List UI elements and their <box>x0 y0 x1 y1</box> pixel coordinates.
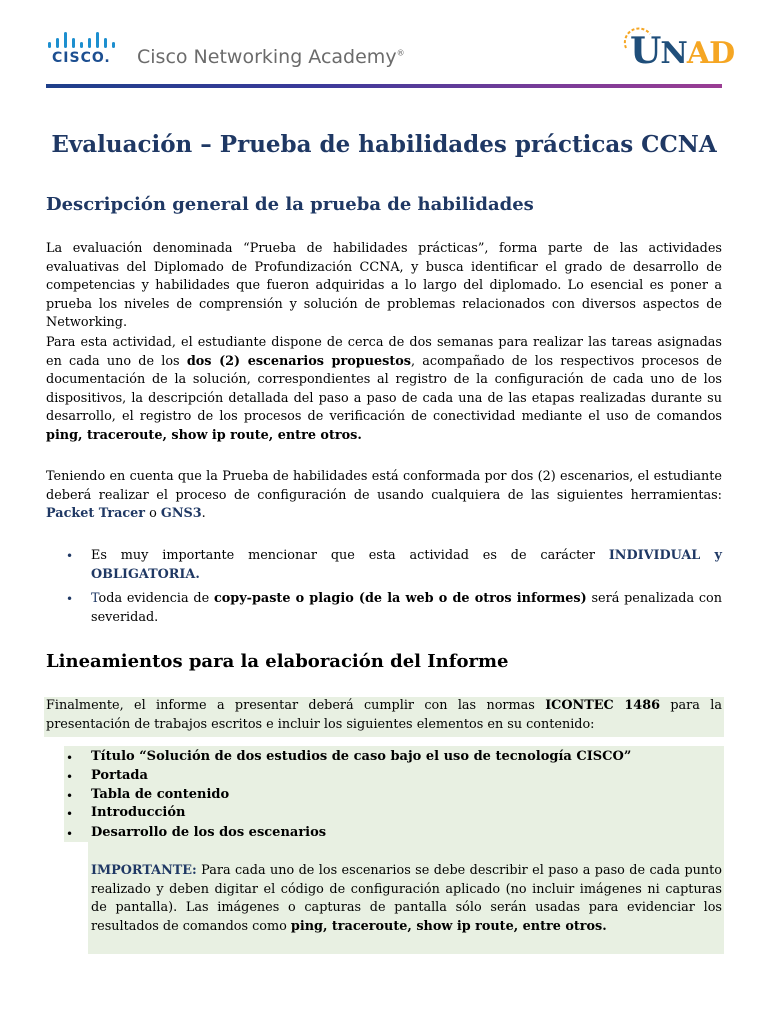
unad-logo: UNAD <box>630 30 735 72</box>
paragraph-activity: Para esta actividad, el estudiante dispone de cerca de dos semanas para realizar las tareas asignadas en cada uno de los dos (2) escenarios propuestos, acompañado de los respectivos procesos de documentación de la solución, correspondientes al registro de la configuración de cada uno de los dispositivos, la descripción detallada del paso a paso de cada una de las etapas realizadas durante su desarrollo, el registro de los procesos de verificación de conectividad mediante el uso de comandos ping, traceroute, show ip route, entre otros. <box>46 335 722 443</box>
section-heading-overview: Descripción general de la prueba de habilidades <box>46 194 534 215</box>
list-item: Desarrollo de los dos escenarios <box>91 825 327 840</box>
list-item: Tabla de contenido <box>91 787 230 802</box>
important-note: IMPORTANTE: Para cada uno de los escenarios se debe describir el paso a paso de cada punto realizado y deben digitar el código de configuración aplicado (no incluir imágenes ni capturas de pantalla). Las imágenes o capturas de pantalla sólo serán usadas para evidenciar los resultados de comandos como ping, traceroute, show ip route, entre otros. <box>91 863 722 934</box>
list-bullet: • <box>66 807 74 821</box>
bullet-individual: Es muy importante mencionar que esta actividad es de carácter INDIVIDUAL y OBLIGATORIA. <box>91 548 722 582</box>
list-item: Título “Solución de dos estudios de caso bajo el uso de tecnología CISCO” <box>91 749 632 764</box>
list-item: Portada <box>91 768 148 783</box>
list-bullet: • <box>66 751 74 765</box>
paragraph-icontec: Finalmente, el informe a presentar deberá cumplir con las normas ICONTEC 1486 para la presentación de trabajos escritos e incluir los siguientes elementos en su contenido: <box>46 698 722 732</box>
list-bullet: • <box>66 827 74 841</box>
bullet-plagiarism: Toda evidencia de copy-paste o plagio (de la web o de otros informes) será penalizada con severidad. <box>91 591 722 625</box>
page-header <box>0 0 768 90</box>
list-item: Introducción <box>91 805 186 820</box>
document-title: Evaluación – Prueba de habilidades prácticas CCNA <box>51 131 717 158</box>
paragraph-tools: Teniendo en cuenta que la Prueba de habilidades está conformada por dos (2) escenarios, el estudiante deberá realizar el proceso de configuración de usando cualquiera de las siguientes herramientas: Packet Tracer o GNS3. <box>46 469 722 522</box>
list-bullet: • <box>66 770 74 784</box>
header-gradient-bar <box>46 84 722 88</box>
bullet-dot: • <box>66 549 74 563</box>
bullet-dot: • <box>66 592 74 606</box>
section-heading-guidelines: Lineamientos para la elaboración del Informe <box>46 651 509 672</box>
paragraph-intro: La evaluación denominada “Prueba de habilidades prácticas”, forma parte de las actividades evaluativas del Diplomado de Profundización CCNA, y busca identificar el grado de desarrollo de competencias y habilidades que fueron adquiridas a lo largo del diplomado. Lo esencial es poner a prueba los niveles de comprensión y solución de problemas relacionados con diversos aspectos de Networking. <box>46 241 722 331</box>
academy-name: Cisco Networking Academy® <box>137 46 405 68</box>
cisco-wordmark: CISCO. <box>52 50 111 66</box>
list-bullet: • <box>66 789 74 803</box>
